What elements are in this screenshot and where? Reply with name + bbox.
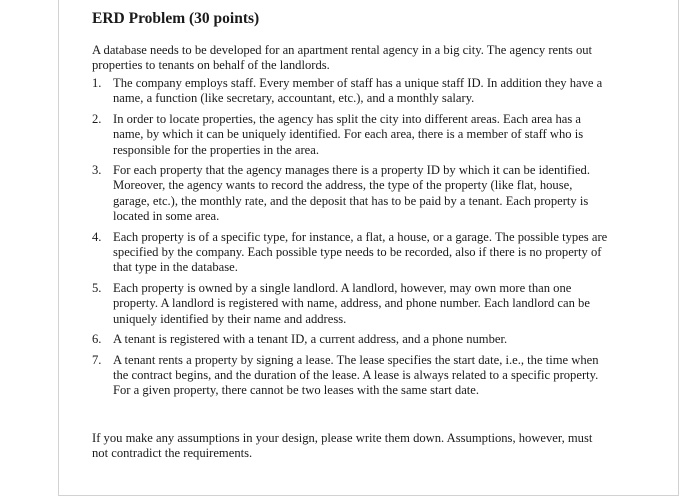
- requirement-number: 3.: [92, 163, 102, 178]
- requirement-item: [92, 163, 612, 225]
- requirement-text: Each property is of a specific type, for instance, a flat, a house, or a garage. The possible types are specified by the company. Each possible type needs to be recorded, also if there is no property of that type in the database.: [113, 229, 608, 275]
- requirement-item: [92, 281, 612, 327]
- requirement-item: [92, 353, 612, 399]
- requirement-number: 6.: [92, 332, 102, 347]
- requirement-text: For each property that the agency manages there is a property ID by which it can be identified. Moreover, the agency wants to record the address, the type of the property (like flat, house, garage, etc.), the monthly rate, and the deposit that has to be paid by a tenant. Each property is located in some area.: [113, 163, 590, 224]
- requirement-text: In order to locate properties, the agency has split the city into different areas. Each area has a name, by which it can be uniquely identified. For each area, there is a member of staff who is responsible for the properties in the area.: [113, 111, 584, 157]
- requirement-text: A tenant is registered with a tenant ID, a current address, and a phone number.: [113, 332, 508, 347]
- requirement-item: [92, 230, 612, 276]
- requirement-item: [92, 112, 612, 158]
- assumptions-note: If you make any assumptions in your design, please write them down. Assumptions, however, must not contradict the requirements.: [92, 431, 593, 461]
- requirement-text: A tenant rents a property by signing a lease. The lease specifies the start date, i.e., the time when the contract begins, and the duration of the lease. A lease is always related to a specific property. For a given property, there cannot be two leases with the same start date.: [113, 352, 599, 398]
- requirement-item: [92, 76, 612, 107]
- requirement-item: [92, 332, 612, 347]
- requirement-text: Each property is owned by a single landlord. A landlord, however, may own more than one property. A landlord is registered with name, address, and phone number. Each landlord can be uniquely identified by their name and address.: [113, 280, 590, 326]
- problem-title: ERD Problem (30 points): [92, 10, 260, 27]
- requirement-number: 7.: [92, 352, 102, 367]
- requirement-number: 2.: [92, 111, 102, 126]
- intro-paragraph: A database needs to be developed for an apartment rental agency in a big city. The agency rents out properties to tenants on behalf of the landlords.: [92, 43, 593, 73]
- requirement-number: 1.: [92, 76, 102, 90]
- requirement-number: 5.: [92, 280, 102, 295]
- requirement-number: 4.: [92, 229, 102, 244]
- requirements-list: [92, 76, 612, 404]
- requirement-text: The company employs staff. Every member of staff has a unique staff ID. In addition they have a name, a function (like secretary, accountant, etc.), and a monthly salary.: [113, 76, 603, 106]
